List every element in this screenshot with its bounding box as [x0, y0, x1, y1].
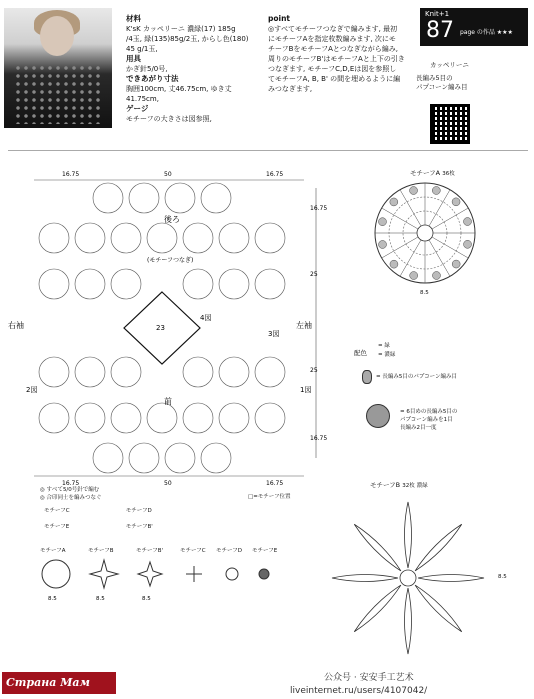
- motif-b-size: 8.5: [498, 574, 507, 580]
- popcorn-icon: [362, 370, 372, 384]
- popcorn-stitch: [390, 198, 398, 206]
- point-section: [268, 14, 416, 94]
- mini-motif-d: [226, 568, 238, 580]
- point-line: チーフBをモチーフAとつなぎながら編み,: [268, 45, 398, 53]
- motif-a-circle: [255, 403, 285, 433]
- motif-a-title: [410, 168, 455, 177]
- gauge-line: モチーフの大きさは図参照,: [126, 115, 212, 123]
- point-line: ◎すべてモチーフつなぎで編みます, 最初: [268, 25, 398, 33]
- motif-a-circle: [219, 403, 249, 433]
- legend-line: ◎ すべて5/0号針で編む: [40, 487, 100, 493]
- legend-item-d: モチーフD: [125, 508, 152, 514]
- motif-b-petal: [332, 575, 398, 582]
- popcorn-note-line: = 6目めの長編み5目の: [400, 409, 458, 415]
- materials-line: /4玉, 緑(135)85g/2玉, からし色(180): [126, 35, 249, 43]
- label-center: 23: [156, 324, 165, 332]
- popcorn-note-line: パプコーン編みを1目: [400, 417, 453, 423]
- motif-a-circle: [255, 269, 285, 299]
- motif-a-circle: [39, 269, 69, 299]
- tools-line: かぎ針5/0号,: [126, 65, 168, 73]
- model-photo: [4, 8, 112, 128]
- motif-a-circle: [165, 443, 195, 473]
- popcorn-stitch: [390, 260, 398, 268]
- point-line: みつなぎます,: [268, 85, 313, 93]
- mini-motif-c: [186, 566, 202, 582]
- materials-line: K'sK カッペリーニ 濃緑(17) 185g: [126, 25, 236, 33]
- mini-label: モチーフB: [88, 548, 114, 554]
- motif-a-circle: [183, 403, 213, 433]
- mini-label: モチーフE: [252, 548, 278, 554]
- motif-a-circle: [93, 443, 123, 473]
- point-line: 周りのモチーフB'はモチーフAと上下の引き: [268, 55, 405, 63]
- motif-a-circle: [255, 357, 285, 387]
- color-legend-item: = 濃緑: [378, 352, 396, 358]
- motif-a-circle: [75, 269, 105, 299]
- mini-label: モチーフB': [136, 548, 164, 554]
- color-legend-item: = 緑: [378, 343, 390, 349]
- point-line: つなぎます, モチーフC,D,Eは図を参照し: [268, 65, 397, 73]
- color-legend: [354, 348, 367, 357]
- dim-top-right: 16.75: [266, 171, 284, 178]
- popcorn-stitch: [379, 240, 387, 248]
- popcorn-note-line: 長編み2目一度: [400, 425, 437, 431]
- popcorn-note-1: = 長編み5目のパプコーン編み目: [376, 374, 457, 380]
- motif-a-circle: [219, 357, 249, 387]
- motif-a-name: モチーフA: [410, 169, 441, 177]
- motif-a-circle: [147, 223, 177, 253]
- popcorn-stitch: [432, 186, 440, 194]
- color-legend-items: [378, 342, 395, 360]
- dim-top-left: 16.75: [62, 171, 80, 178]
- point-line: にモチーフAを指定枚数編みます, 次にモ: [268, 35, 396, 43]
- legend-small-note: □=モチーフ位置: [248, 494, 291, 500]
- dim-bot-right: 16.75: [266, 480, 284, 487]
- motif-a-size: 8.5: [420, 290, 429, 296]
- pattern-number: 87: [426, 18, 454, 43]
- motif-a-circle: [219, 269, 249, 299]
- materials-line: 45 g/1玉,: [126, 45, 158, 53]
- wechat-watermark: 公众号 · 安安手工艺术: [324, 673, 414, 683]
- dim-bot-left: 16.75: [62, 480, 80, 487]
- motif-b-chart: [320, 494, 500, 664]
- gauge-heading: ゲージ: [126, 104, 149, 113]
- legend-items: [44, 506, 244, 530]
- motif-a-circle: [201, 443, 231, 473]
- label-fig3: 3図: [268, 330, 280, 338]
- dim-right-top: 16.75: [310, 205, 328, 212]
- legend-line: ◎ 合印同士を編みつなぐ: [40, 495, 102, 501]
- motif-b-name: モチーフB: [370, 481, 401, 489]
- motif-a-circle: [111, 403, 141, 433]
- label-fig1: 1図: [300, 386, 312, 394]
- popcorn-cluster-icon: [366, 404, 390, 428]
- motif-a-circle: [183, 357, 213, 387]
- lace-top-pattern: [14, 64, 104, 124]
- qr-code[interactable]: [430, 104, 470, 144]
- motif-a-circle: [219, 223, 249, 253]
- materials-heading: 材料: [126, 14, 141, 23]
- yarn-label: カッペリーニ: [430, 61, 469, 69]
- motif-b-count: 32枚: [402, 483, 415, 489]
- dim-bot-mid: 50: [164, 480, 172, 487]
- point-line: てモチーフA, B, B' の間を埋めるように編: [268, 75, 401, 83]
- popcorn-stitch: [410, 272, 418, 280]
- series-label: Knit+1: [425, 10, 450, 18]
- motif-a-count: 36枚: [442, 171, 455, 177]
- label-front: 前: [164, 397, 172, 406]
- popcorn-stitch: [410, 187, 418, 195]
- dim-right-bot: 16.75: [310, 435, 328, 442]
- site-logo[interactable]: Страна Мам: [2, 672, 116, 694]
- motif-a-circle: [255, 223, 285, 253]
- mini-motifs: [38, 556, 278, 606]
- motif-b-petal: [418, 575, 484, 582]
- label-left-sleeve: 左袖: [296, 321, 312, 330]
- tools-heading: 用具: [126, 54, 141, 63]
- popcorn-stitch: [452, 260, 460, 268]
- mini-motif-e: [259, 569, 269, 579]
- mini-size: 8.5: [48, 596, 57, 602]
- popcorn-stitch: [464, 240, 472, 248]
- motif-a-circle: [39, 357, 69, 387]
- legend-notes: [40, 486, 101, 502]
- popcorn-stitch: [463, 218, 471, 226]
- size-line: 胸囲100cm, 丈46.75cm, ゆき丈41.75cm,: [126, 85, 232, 103]
- motif-a-circle: [111, 357, 141, 387]
- motif-a-circle: [111, 223, 141, 253]
- motif-b-petal: [354, 524, 401, 571]
- popcorn-stitch: [452, 198, 460, 206]
- mini-motif-a: [42, 560, 70, 588]
- url-watermark[interactable]: liveinternet.ru/users/4107042/: [290, 686, 428, 696]
- motif-a-circle: [75, 403, 105, 433]
- dim-right-25a: 25: [310, 271, 318, 278]
- legend-item-e: モチーフE: [44, 524, 70, 530]
- motif-a-circle: [39, 223, 69, 253]
- motif-b-petal: [405, 588, 412, 654]
- motif-layout-diagram: [4, 158, 334, 498]
- motif-a-circle: [75, 357, 105, 387]
- page-text: page の作品 ★★★: [460, 29, 513, 36]
- model-face: [40, 16, 74, 56]
- size-heading: できあがり寸法: [126, 74, 179, 83]
- motif-a-circle: [165, 183, 195, 213]
- motif-b-color: 濃緑: [416, 483, 428, 489]
- label-fig2: 2図: [26, 386, 38, 394]
- mini-label: モチーフC: [180, 548, 206, 554]
- label-motif-connection: (モチーフつなぎ): [147, 257, 194, 264]
- materials-section: [126, 14, 261, 124]
- motif-a-circle: [201, 183, 231, 213]
- legend-item-c: モチーフC: [44, 508, 70, 514]
- motif-a-circle: [75, 223, 105, 253]
- dim-top-mid: 50: [164, 171, 172, 178]
- motif-b-petal: [405, 502, 412, 568]
- motif-b-petal: [415, 585, 462, 632]
- popcorn-stitch: [378, 218, 386, 226]
- label-right-sleeve: 右袖: [8, 321, 24, 330]
- motif-a-chart: [370, 178, 480, 288]
- mini-label: モチーフD: [216, 548, 242, 554]
- mini-size: 8.5: [96, 596, 105, 602]
- qr-caption-line: 長編み5目の: [416, 74, 453, 82]
- label-fig4: 4図: [200, 314, 212, 322]
- mini-motif-b: [90, 560, 118, 588]
- label-back: 後ろ: [164, 215, 180, 224]
- mini-motif-bprime: [138, 562, 162, 586]
- mini-label: モチーフA: [40, 548, 66, 554]
- divider: [8, 150, 528, 151]
- motif-a-circle: [183, 223, 213, 253]
- motif-a-circle: [129, 443, 159, 473]
- motif-b-petal: [354, 585, 401, 632]
- mini-size: 8.5: [142, 596, 151, 602]
- motif-a-circle: [129, 183, 159, 213]
- color-legend-heading: 配色: [354, 349, 367, 357]
- dim-right-25b: 25: [310, 367, 318, 374]
- popcorn-note-2: [400, 408, 524, 432]
- motif-b-petal: [415, 524, 462, 571]
- motif-a-circle: [183, 269, 213, 299]
- popcorn-stitch: [432, 271, 440, 279]
- qr-caption-line: パプコーン編み目: [416, 83, 468, 91]
- motif-a-circle: [39, 403, 69, 433]
- qr-caption: [416, 74, 528, 92]
- motif-a-circle: [93, 183, 123, 213]
- motif-a-circle: [111, 269, 141, 299]
- motif-a-circle: [147, 403, 177, 433]
- legend-item-bp: モチーフB': [125, 524, 153, 530]
- motif-b-title: [370, 480, 428, 489]
- point-heading: point: [268, 14, 291, 23]
